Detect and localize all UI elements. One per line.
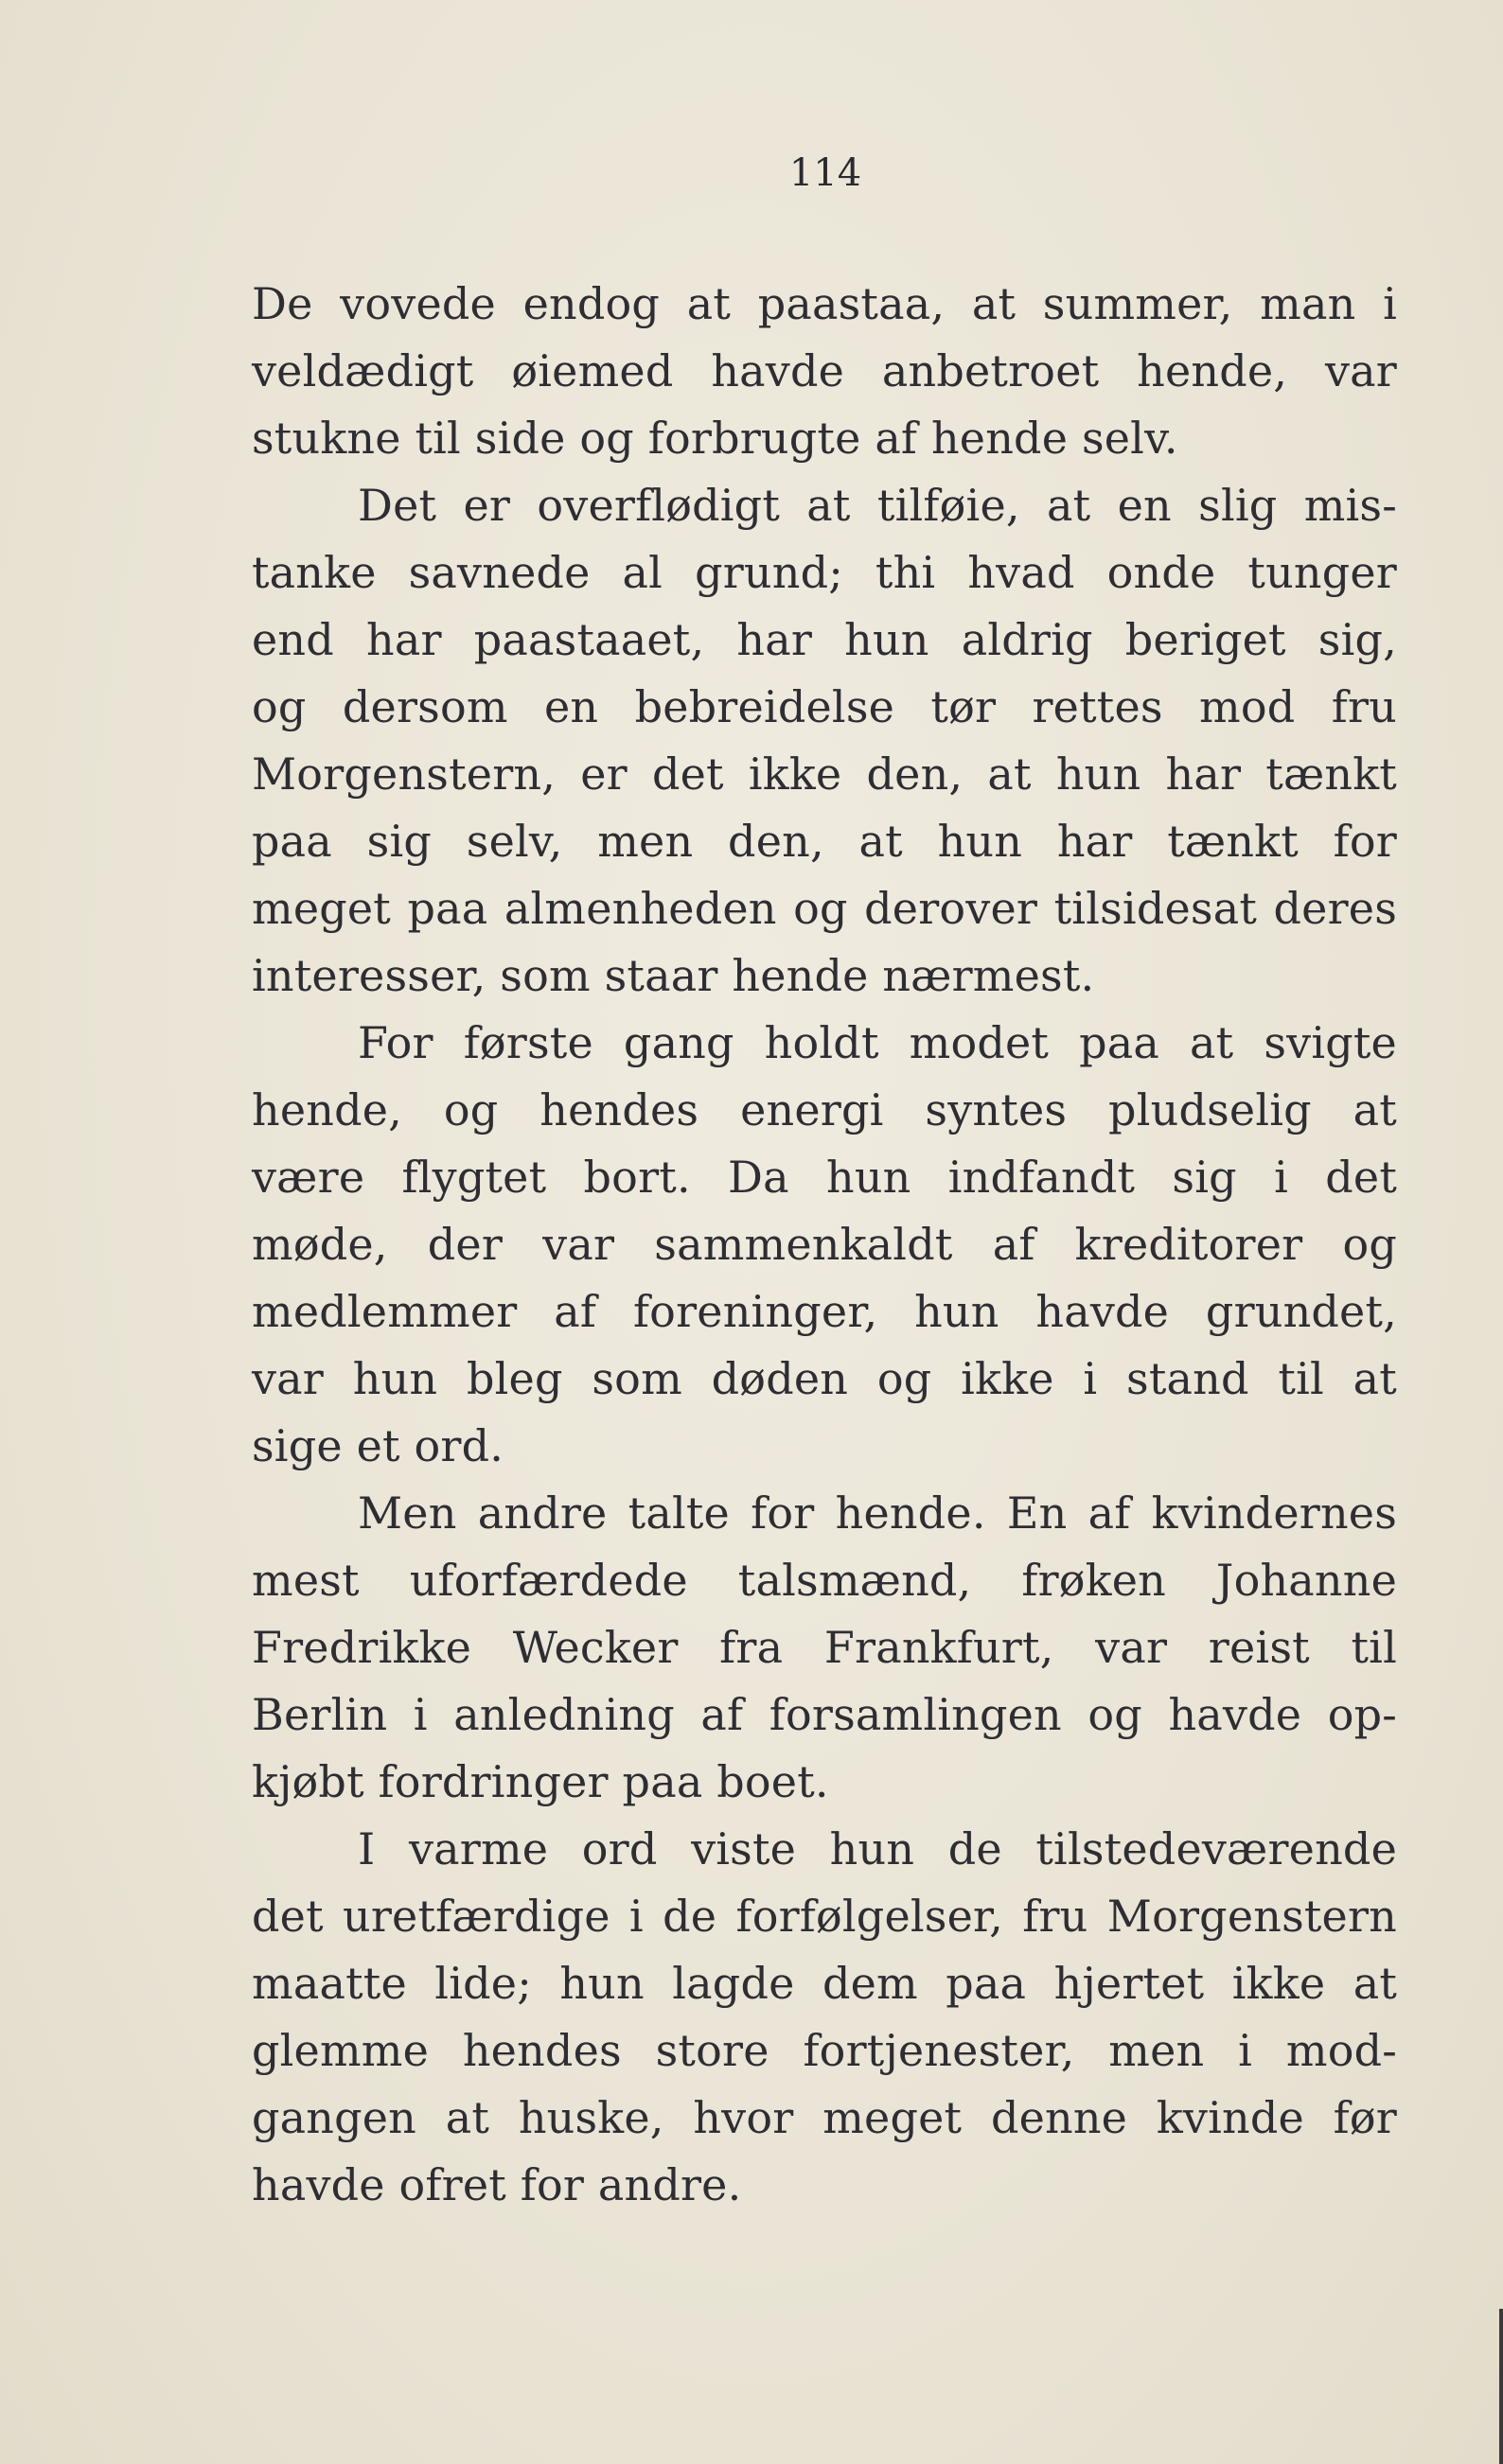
- text-line: Morgenstern, er det ikke den, at hun har tænkt: [252, 748, 1397, 800]
- text-line: være flygtet bort. Da hun indfandt sig i det: [252, 1152, 1397, 1203]
- text-line: sige et ord.: [252, 1420, 504, 1471]
- text-line: glemme hendes store fortjenester, men i mod-: [252, 2025, 1397, 2076]
- text-line: For første gang holdt modet paa at svigte: [358, 1017, 1397, 1068]
- page-number: 114: [788, 151, 862, 195]
- text-line: medlemmer af foreninger, hun havde grundet,: [252, 1286, 1397, 1337]
- text-line: Men andre talte for hende. En af kvindernes: [358, 1487, 1397, 1539]
- text-line: end har paastaaet, har hun aldrig beriget sig,: [252, 614, 1397, 665]
- text-line: interesser, som staar hende nærmest.: [252, 950, 1095, 1001]
- text-line: meget paa almenheden og derover tilsidesat deres: [252, 883, 1397, 934]
- text-line: gangen at huske, hvor meget denne kvinde før: [252, 2092, 1397, 2143]
- text-line: var hun bleg som døden og ikke i stand til at: [252, 1353, 1397, 1404]
- text-line: veldædigt øiemed havde anbetroet hende, var: [252, 345, 1397, 396]
- text-line: kjøbt fordringer paa boet.: [252, 1756, 829, 1807]
- text-line: Fredrikke Wecker fra Frankfurt, var reist til: [252, 1622, 1397, 1673]
- text-line: tanke savnede al grund; thi hvad onde tunger: [252, 547, 1397, 598]
- text-line: det uretfærdige i de forfølgelser, fru Morgenstern: [252, 1891, 1397, 1942]
- text-line: paa sig selv, men den, at hun har tænkt for: [252, 816, 1397, 867]
- text-line: hende, og hendes energi syntes pludselig at: [252, 1084, 1397, 1135]
- text-line: maatte lide; hun lagde dem paa hjertet ikke at: [252, 1958, 1397, 2009]
- text-line: De vovede endog at paastaa, at summer, man i: [252, 278, 1397, 329]
- page-edge: [1499, 2309, 1503, 2464]
- text-line: og dersom en bebreidelse tør rettes mod fru: [252, 681, 1397, 732]
- text-line: I varme ord viste hun de tilstedeværende: [358, 1823, 1397, 1874]
- text-line: Berlin i anledning af forsamlingen og havde op-: [252, 1689, 1397, 1740]
- text-line: Det er overflødigt at tilføie, at en slig mis-: [358, 480, 1397, 531]
- body-text: [252, 271, 1397, 2219]
- text-line: stukne til side og forbrugte af hende selv.: [252, 413, 1178, 464]
- text-line: møde, der var sammenkaldt af kreditorer og: [252, 1219, 1397, 1270]
- text-line: mest uforfærdede talsmænd, frøken Johanne: [252, 1555, 1397, 1606]
- text-line: havde ofret for andre.: [252, 2159, 742, 2210]
